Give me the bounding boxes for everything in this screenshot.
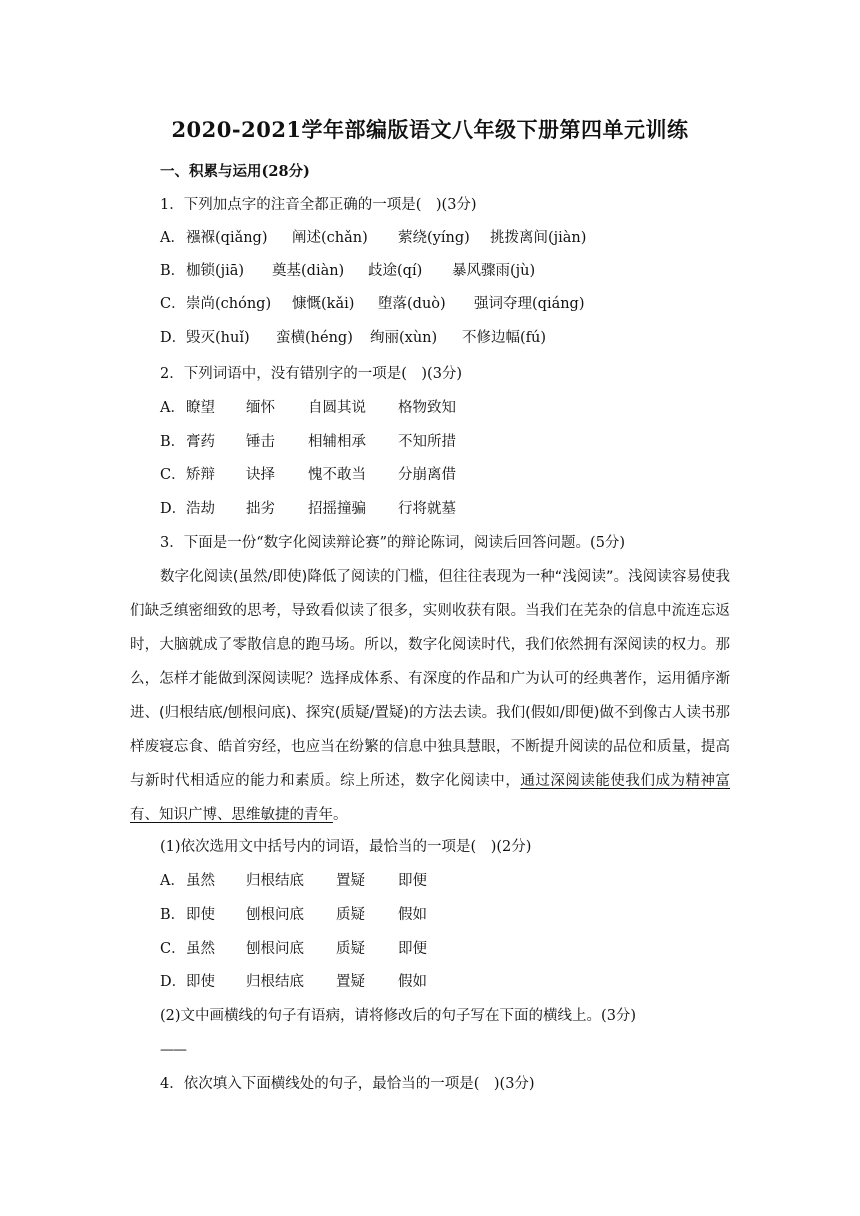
- option-item: 相辅相承: [308, 434, 366, 450]
- option-item: 奠基(diàn): [272, 263, 345, 279]
- answer-blank-line[interactable]: ——: [160, 1042, 186, 1058]
- debate-passage: [130, 560, 730, 832]
- option-label: A．: [160, 873, 185, 889]
- option-item: 即便: [398, 873, 427, 889]
- option-item: 刨根问底: [246, 941, 304, 957]
- option-item: 绚丽(xùn): [370, 330, 438, 346]
- option-label: B．: [160, 434, 186, 450]
- option-label: C．: [160, 941, 186, 957]
- option-label: B．: [160, 263, 186, 279]
- question-1-option-d: [160, 326, 572, 347]
- option-item: 瞭望: [186, 400, 215, 416]
- question-2-stem: 2．下列词语中，没有错别字的一项是( )(3分): [160, 366, 463, 382]
- option-item: 阐述(chǎn): [292, 230, 368, 246]
- option-item: 襁褓(qiǎng): [186, 230, 268, 246]
- option-item: 浩劫: [186, 501, 215, 517]
- question-1-option-c: [160, 292, 594, 313]
- option-item: 堕落(duò): [378, 296, 446, 312]
- option-item: 虽然: [186, 941, 215, 957]
- question-1-stem: 1．下列加点字的注音全都正确的一项是( )(3分): [160, 197, 477, 213]
- question-2-option-b: [160, 430, 478, 451]
- passage-end: 。: [333, 807, 348, 823]
- question-3-sub1-option-b: [160, 903, 458, 924]
- option-label: B．: [160, 907, 186, 923]
- question-1-option-a: [160, 226, 600, 247]
- option-label: C．: [160, 296, 186, 312]
- option-item: 强词夺理(qiáng): [474, 296, 585, 312]
- option-item: 分崩离借: [398, 467, 456, 483]
- question-2-option-c: [160, 463, 478, 484]
- option-item: 置疑: [336, 974, 365, 990]
- option-item: 虽然: [186, 873, 215, 889]
- question-2-option-a: [160, 396, 478, 417]
- option-item: 质疑: [336, 907, 365, 923]
- option-item: 愧不敢当: [308, 467, 366, 483]
- question-3-sub1: (1)依次选用文中括号内的词语，最恰当的一项是( )(2分): [160, 839, 532, 855]
- option-item: 即使: [186, 907, 215, 923]
- option-label: C．: [160, 467, 186, 483]
- option-label: D．: [160, 501, 187, 517]
- option-label: A．: [160, 230, 185, 246]
- option-item: 不修边幅(fú): [462, 330, 547, 346]
- option-item: 枷锁(jiā): [186, 263, 245, 279]
- option-item: 歧途(qí): [368, 263, 423, 279]
- question-1-option-b: [160, 259, 562, 280]
- option-item: 慷慨(kǎi): [292, 296, 355, 312]
- option-item: 行将就墓: [398, 501, 456, 517]
- question-3-sub1-option-d: [160, 970, 458, 991]
- question-4-stem: 4．依次填入下面横线处的句子，最恰当的一项是( )(3分): [160, 1076, 535, 1092]
- option-item: 归根结底: [246, 873, 304, 889]
- option-label: D．: [160, 974, 187, 990]
- section-heading: 一、积累与运用(28分): [160, 163, 310, 180]
- underlined-sentence: 通过深阅读能使我们成为精神富有、知识广博、思维敏捷的青年: [130, 773, 731, 823]
- option-item: 归根结底: [246, 974, 304, 990]
- question-3-stem: 3．下面是一份“数字化阅读辩论赛”的辩论陈词，阅读后回答问题。(5分): [160, 535, 626, 551]
- question-3-sub2: (2)文中画横线的句子有语病，请将修改后的句子写在下面的横线上。(3分): [160, 1008, 637, 1024]
- option-item: 挑拨离间(jiàn): [490, 230, 587, 246]
- passage-text: 数字化阅读(虽然/即使)降低了阅读的门槛，但往往表现为一种“浅阅读”。浅阅读容易使我们缺乏缜密细致的思考，导致看似读了很多，实则收获有限。当我们在芜杂的信息中流连忘返时，大脑就成了零散信息的跑马场。所以，数字化阅读时代，我们依然拥有深阅读的权力。那么，怎样才能做到深阅读呢？选择成体系、有深度的作品和广为认可的经典著作，运用循序渐进、(归根结底/刨根问底)、探究(质疑/置疑)的方法去读。我们(假如/即便)做不到像古人读书那样废寝忘食、皓首穷经，也应当在纷繁的信息中独具慧眼，不断提升阅读的品位和质量，提高与新时代相适应的能力和素质。综上所述，数字化阅读中，: [130, 569, 730, 789]
- option-item: 置疑: [336, 873, 365, 889]
- option-item: 锤击: [246, 434, 275, 450]
- option-item: 萦绕(yíng): [398, 230, 470, 246]
- option-item: 诀择: [246, 467, 275, 483]
- option-item: 不知所措: [398, 434, 456, 450]
- option-item: 假如: [398, 907, 427, 923]
- document-title: 2020-2021学年部编版语文八年级下册第四单元训练: [171, 117, 689, 142]
- option-item: 招摇撞骗: [308, 501, 366, 517]
- question-2-option-d: [160, 497, 478, 518]
- option-item: 自圆其说: [308, 400, 366, 416]
- option-item: 格物致知: [398, 400, 456, 416]
- question-3-sub1-option-a: [160, 869, 458, 890]
- option-item: 拙劣: [246, 501, 275, 517]
- option-item: 假如: [398, 974, 427, 990]
- option-item: 矫辩: [186, 467, 215, 483]
- option-label: A．: [160, 400, 185, 416]
- option-item: 膏药: [186, 434, 215, 450]
- option-label: D．: [160, 330, 187, 346]
- option-item: 刨根问底: [246, 907, 304, 923]
- option-item: 质疑: [336, 941, 365, 957]
- option-item: 即使: [186, 974, 215, 990]
- option-item: 暴风骤雨(jù): [452, 263, 536, 279]
- option-item: 缅怀: [246, 400, 275, 416]
- option-item: 毁灭(huǐ): [186, 330, 250, 346]
- option-item: 崇尚(chóng): [186, 296, 272, 312]
- question-3-sub1-option-c: [160, 937, 458, 958]
- option-item: 蛮横(héng): [276, 330, 353, 346]
- option-item: 即便: [398, 941, 427, 957]
